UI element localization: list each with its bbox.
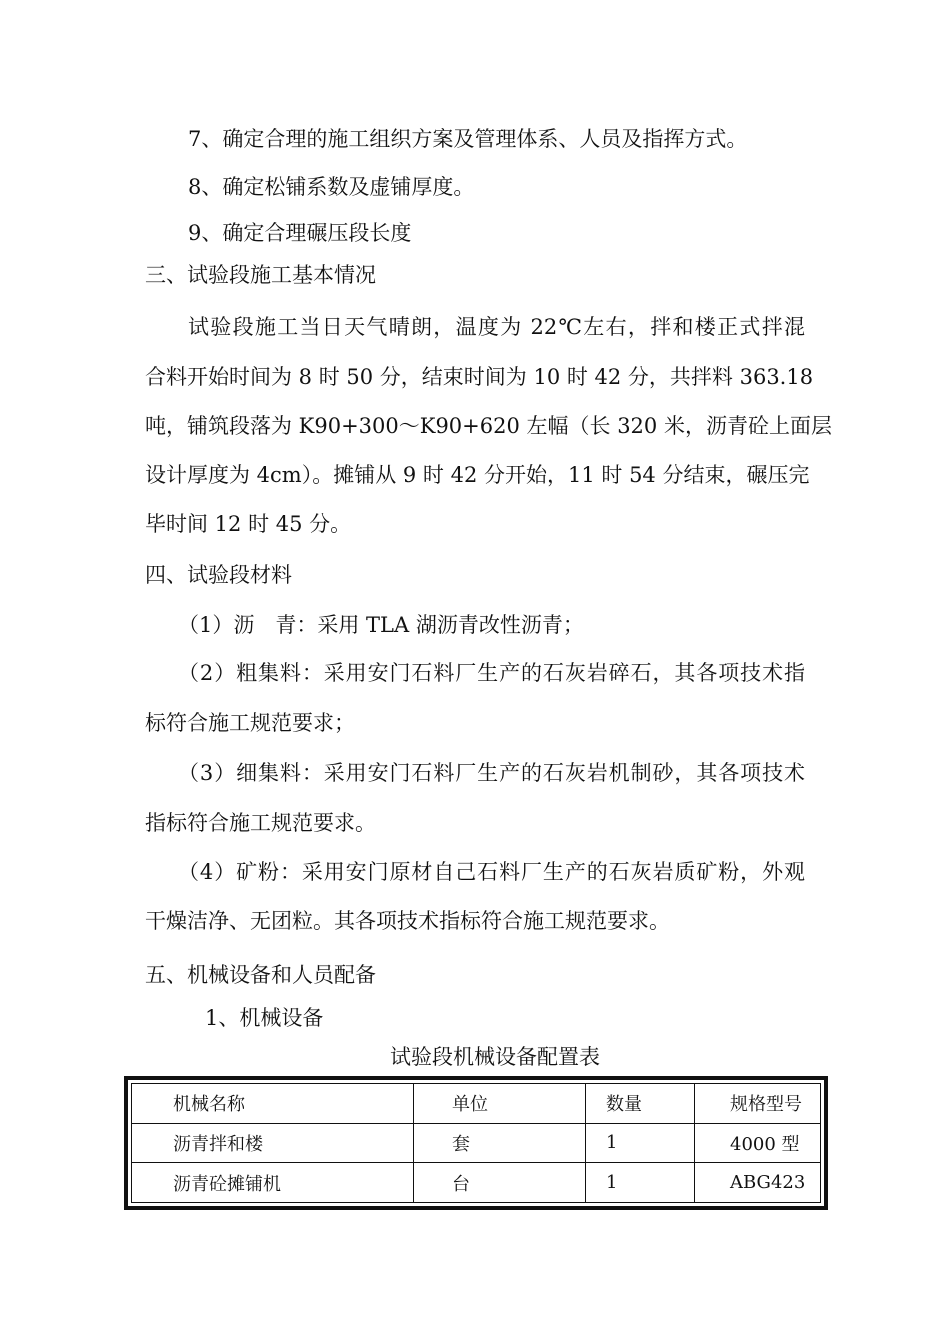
header-cell: 数量	[586, 1084, 695, 1124]
section-heading-5: 五、机械设备和人员配备	[145, 963, 376, 987]
material-item-2: （2）粗集料：采用安门石料厂生产的石灰岩碎石，其各项技术指	[178, 661, 805, 685]
paragraph-line: 合料开始时间为 8 时 50 分，结束时间为 10 时 42 分，共拌料 363.18	[145, 365, 814, 389]
list-item-9: 9、确定合理碾压段长度	[188, 221, 412, 245]
table-row	[132, 1123, 821, 1163]
subheading-equipment: 1、机械设备	[205, 1006, 324, 1030]
table-cell: 套	[414, 1123, 586, 1163]
list-item-8: 8、确定松铺系数及虚铺厚度。	[188, 175, 475, 199]
table-cell: 沥青拌和楼	[132, 1123, 414, 1163]
material-item-2-cont: 标符合施工规范要求；	[145, 711, 355, 735]
list-item-7: 7、确定合理的施工组织方案及管理体系、人员及指挥方式。	[188, 127, 748, 151]
header-cell: 机械名称	[132, 1084, 414, 1124]
section-heading-3: 三、试验段施工基本情况	[145, 263, 376, 287]
table-row	[132, 1163, 821, 1203]
material-item-3-cont: 指标符合施工规范要求。	[145, 811, 376, 835]
equipment-table	[124, 1076, 828, 1210]
header-cell: 规格型号	[695, 1084, 821, 1124]
table-cell: 台	[414, 1163, 586, 1203]
material-item-1: （1）沥 青：采用 TLA 湖沥青改性沥青；	[178, 613, 584, 637]
material-item-4: （4）矿粉：采用安门原材自己石料厂生产的石灰岩质矿粉，外观	[178, 860, 805, 884]
table-cell: 1	[586, 1123, 695, 1163]
paragraph-line: 试验段施工当日天气晴朗，温度为 22℃左右，拌和楼正式拌混	[188, 315, 805, 339]
table-cell: 1	[586, 1163, 695, 1203]
paragraph-line: 吨，铺筑段落为 K90+300～K90+620 左幅（长 320 米，沥青砼上面层	[145, 414, 832, 438]
table-caption: 试验段机械设备配置表	[390, 1045, 600, 1069]
table-cell: 沥青砼摊铺机	[132, 1163, 414, 1203]
table-header-row	[132, 1084, 821, 1124]
table-cell: ABG423	[695, 1163, 821, 1203]
material-item-3: （3）细集料：采用安门石料厂生产的石灰岩机制砂，其各项技术	[178, 761, 805, 785]
material-item-4-cont: 干燥洁净、无团粒。其各项技术指标符合施工规范要求。	[145, 909, 670, 933]
section-heading-4: 四、试验段材料	[145, 563, 292, 587]
header-cell: 单位	[414, 1084, 586, 1124]
paragraph-line: 毕时间 12 时 45 分。	[145, 512, 352, 536]
table-cell: 4000 型	[695, 1123, 821, 1163]
paragraph-line: 设计厚度为 4cm）。摊铺从 9 时 42 分开始，11 时 54 分结束，碾压完	[145, 463, 810, 487]
